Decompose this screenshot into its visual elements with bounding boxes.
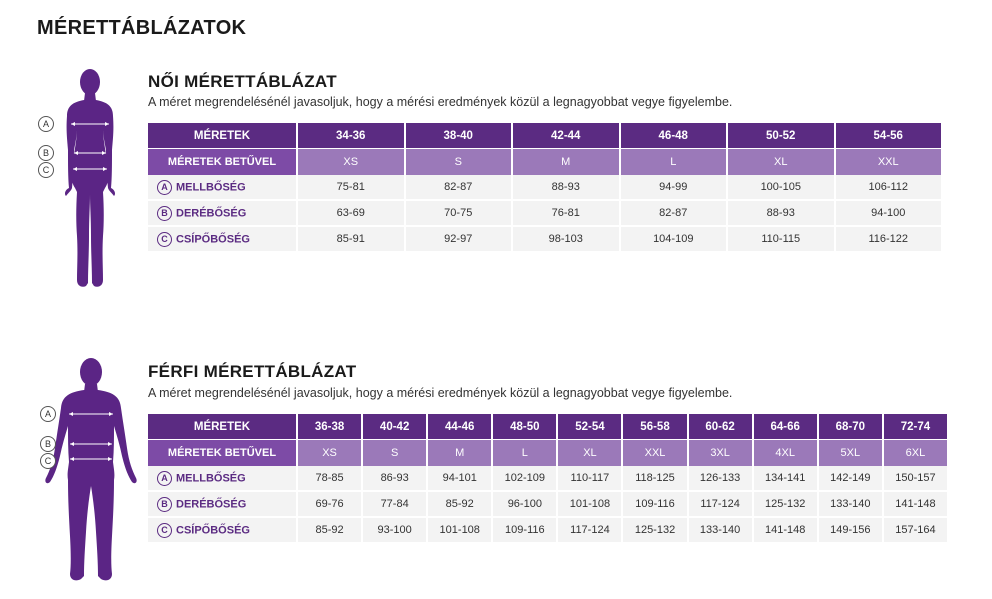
- value-cell: 109-116: [493, 518, 556, 544]
- letter-size-row: [148, 440, 947, 466]
- letter-cell: XL: [558, 440, 621, 466]
- value-cell: 85-91: [298, 227, 404, 253]
- value-cell: 93-100: [363, 518, 426, 544]
- size-cell: 42-44: [513, 123, 619, 149]
- badge-c-icon: C: [157, 232, 172, 247]
- value-cell: 150-157: [884, 466, 947, 492]
- table-row: [148, 201, 941, 227]
- value-cell: 110-115: [728, 227, 834, 253]
- size-cell: 72-74: [884, 414, 947, 440]
- letter-cell: 5XL: [819, 440, 882, 466]
- size-cell: 46-48: [621, 123, 727, 149]
- size-cell: 38-40: [406, 123, 512, 149]
- table-row: [148, 175, 941, 201]
- letter-cell: 6XL: [884, 440, 947, 466]
- men-size-table: [146, 414, 949, 544]
- marker-c: C: [38, 162, 54, 178]
- size-cell: 60-62: [689, 414, 752, 440]
- value-cell: 76-81: [513, 201, 619, 227]
- size-cell: 48-50: [493, 414, 556, 440]
- value-cell: 92-97: [406, 227, 512, 253]
- men-title: FÉRFI MÉRETTÁBLÁZAT: [148, 362, 357, 381]
- letter-cell: XL: [728, 149, 834, 175]
- value-cell: 117-124: [558, 518, 621, 544]
- value-cell: 77-84: [363, 492, 426, 518]
- letter-cell: S: [363, 440, 426, 466]
- value-cell: 142-149: [819, 466, 882, 492]
- value-cell: 141-148: [884, 492, 947, 518]
- letter-size-row: [148, 149, 941, 175]
- letter-cell: 4XL: [754, 440, 817, 466]
- value-cell: 94-100: [836, 201, 942, 227]
- table-row: [148, 466, 947, 492]
- table-row: [148, 227, 941, 253]
- row-label: B DERÉBŐSÉG: [148, 492, 296, 518]
- value-cell: 133-140: [819, 492, 882, 518]
- letter-cell: S: [406, 149, 512, 175]
- value-cell: 69-76: [298, 492, 361, 518]
- value-cell: 109-116: [623, 492, 686, 518]
- value-cell: 157-164: [884, 518, 947, 544]
- header-label: MÉRETEK: [148, 414, 296, 440]
- women-subtitle: A méret megrendelésénél javasoljuk, hogy a mérési eredmények közül a legnagyobbat vegye figyelembe.: [148, 95, 733, 109]
- value-cell: 70-75: [406, 201, 512, 227]
- letter-cell: XXL: [623, 440, 686, 466]
- value-cell: 98-103: [513, 227, 619, 253]
- letter-cell: XXL: [836, 149, 942, 175]
- badge-a-icon: A: [157, 471, 172, 486]
- size-cell: 40-42: [363, 414, 426, 440]
- badge-a-icon: A: [157, 180, 172, 195]
- value-cell: 102-109: [493, 466, 556, 492]
- value-cell: 125-132: [754, 492, 817, 518]
- value-cell: 88-93: [728, 201, 834, 227]
- men-subtitle: A méret megrendelésénél javasoljuk, hogy a mérési eredmények közül a legnagyobbat vegye figyelembe.: [148, 386, 733, 400]
- letter-label: MÉRETEK BETŰVEL: [148, 440, 296, 466]
- marker-b: B: [40, 436, 56, 452]
- marker-a: A: [40, 406, 56, 422]
- value-cell: 141-148: [754, 518, 817, 544]
- value-cell: 116-122: [836, 227, 942, 253]
- size-cell: 50-52: [728, 123, 834, 149]
- row-label: A MELLBŐSÉG: [148, 466, 296, 492]
- women-size-table: [146, 123, 943, 253]
- row-label: B DERÉBŐSÉG: [148, 201, 296, 227]
- female-body-figure: [55, 68, 125, 293]
- value-cell: 118-125: [623, 466, 686, 492]
- letter-cell: L: [621, 149, 727, 175]
- value-cell: 133-140: [689, 518, 752, 544]
- row-label: C CSÍPŐBŐSÉG: [148, 518, 296, 544]
- value-cell: 106-112: [836, 175, 942, 201]
- value-cell: 82-87: [621, 201, 727, 227]
- value-cell: 126-133: [689, 466, 752, 492]
- value-cell: 149-156: [819, 518, 882, 544]
- row-label: C CSÍPŐBŐSÉG: [148, 227, 296, 253]
- value-cell: 94-101: [428, 466, 491, 492]
- value-cell: 94-99: [621, 175, 727, 201]
- letter-label: MÉRETEK BETŰVEL: [148, 149, 296, 175]
- value-cell: 63-69: [298, 201, 404, 227]
- letter-cell: XS: [298, 149, 404, 175]
- value-cell: 85-92: [428, 492, 491, 518]
- size-cell: 36-38: [298, 414, 361, 440]
- marker-a: A: [38, 116, 54, 132]
- badge-b-icon: B: [157, 497, 172, 512]
- women-title: NŐI MÉRETTÁBLÁZAT: [148, 72, 337, 91]
- letter-cell: M: [428, 440, 491, 466]
- value-cell: 100-105: [728, 175, 834, 201]
- letter-cell: M: [513, 149, 619, 175]
- marker-c: C: [40, 453, 56, 469]
- row-label: A MELLBŐSÉG: [148, 175, 296, 201]
- value-cell: 125-132: [623, 518, 686, 544]
- size-cell: 52-54: [558, 414, 621, 440]
- value-cell: 101-108: [428, 518, 491, 544]
- value-cell: 117-124: [689, 492, 752, 518]
- value-cell: 78-85: [298, 466, 361, 492]
- letter-cell: 3XL: [689, 440, 752, 466]
- table-header-row: [148, 123, 941, 149]
- table-row: [148, 518, 947, 544]
- male-body-figure: [44, 358, 138, 584]
- marker-b: B: [38, 145, 54, 161]
- size-cell: 68-70: [819, 414, 882, 440]
- letter-cell: L: [493, 440, 556, 466]
- value-cell: 75-81: [298, 175, 404, 201]
- page-title: MÉRETTÁBLÁZATOK: [37, 17, 247, 39]
- table-row: [148, 492, 947, 518]
- table-header-row: [148, 414, 947, 440]
- size-cell: 44-46: [428, 414, 491, 440]
- size-cell: 54-56: [836, 123, 942, 149]
- value-cell: 82-87: [406, 175, 512, 201]
- size-cell: 34-36: [298, 123, 404, 149]
- value-cell: 88-93: [513, 175, 619, 201]
- value-cell: 101-108: [558, 492, 621, 518]
- value-cell: 96-100: [493, 492, 556, 518]
- size-cell: 64-66: [754, 414, 817, 440]
- badge-b-icon: B: [157, 206, 172, 221]
- header-label: MÉRETEK: [148, 123, 296, 149]
- size-cell: 56-58: [623, 414, 686, 440]
- value-cell: 85-92: [298, 518, 361, 544]
- letter-cell: XS: [298, 440, 361, 466]
- value-cell: 134-141: [754, 466, 817, 492]
- badge-c-icon: C: [157, 523, 172, 538]
- value-cell: 86-93: [363, 466, 426, 492]
- value-cell: 110-117: [558, 466, 621, 492]
- value-cell: 104-109: [621, 227, 727, 253]
